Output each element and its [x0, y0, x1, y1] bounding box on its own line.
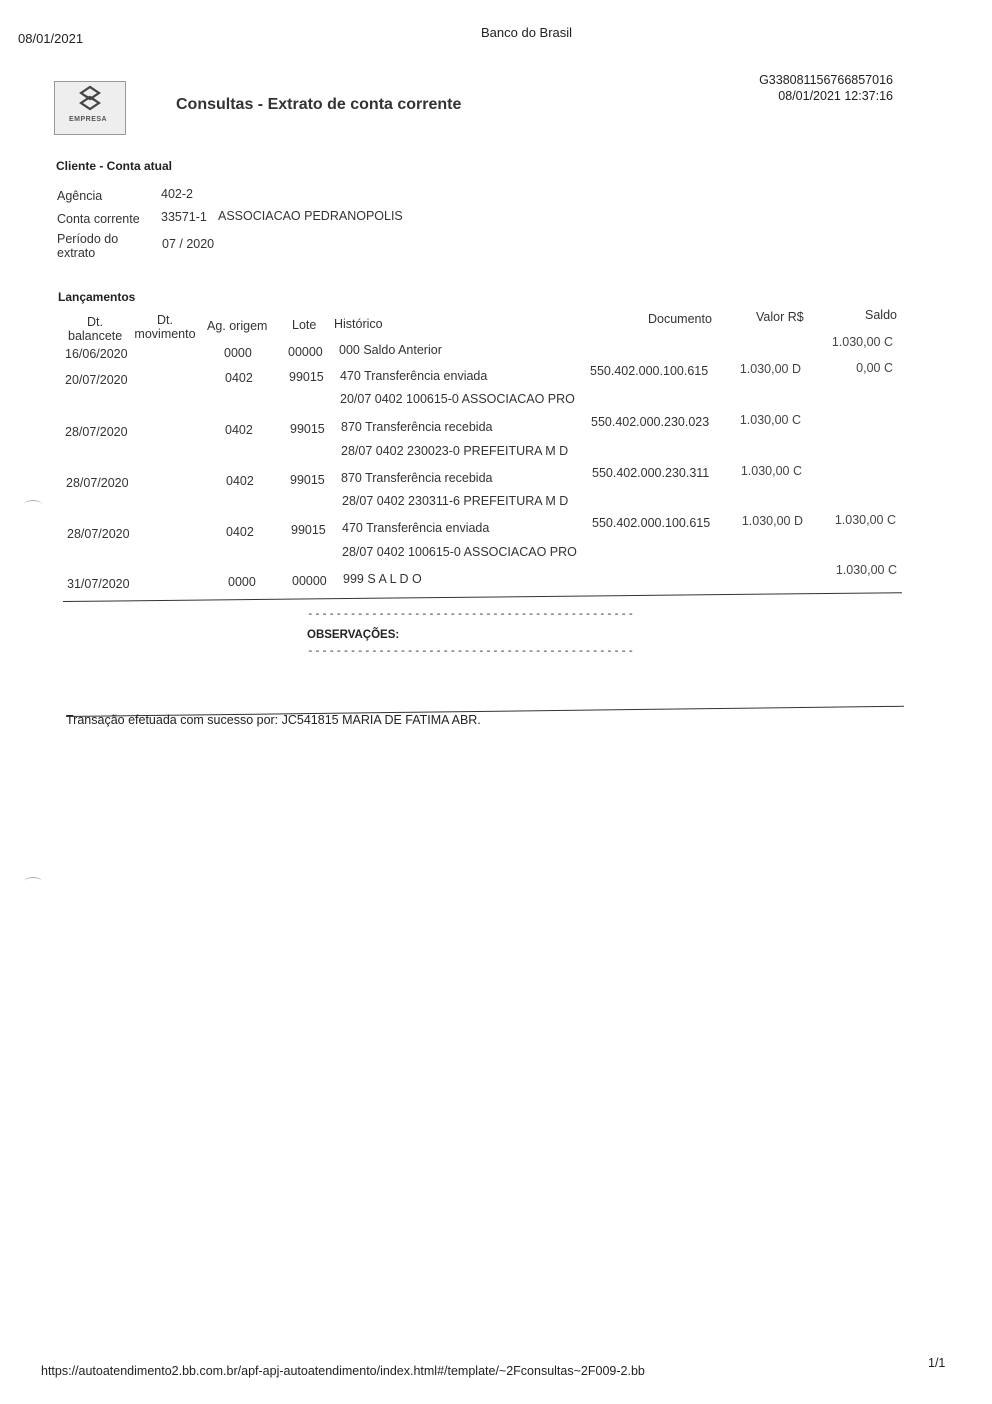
row-5-ag: 0402: [226, 525, 254, 539]
row-5-dt: 28/07/2020: [67, 527, 130, 541]
row-1-dt: 16/06/2020: [65, 347, 128, 361]
row-2-hist: 470 Transferência enviada: [340, 369, 488, 383]
conta-name: ASSOCIACAO PEDRANOPOLIS: [218, 209, 403, 223]
row-4-valor: 1.030,00 C: [740, 464, 802, 478]
col-documento: Documento: [648, 312, 712, 326]
row-3-dt: 28/07/2020: [65, 425, 128, 439]
col-dt-balancete-line2: balancete: [68, 329, 123, 343]
entries-section-title: Lançamentos: [58, 290, 136, 304]
col-dt-movimento: [133, 313, 197, 341]
row-2-lote: 99015: [289, 370, 324, 384]
col-ag-origem: Ag. origem: [207, 319, 268, 333]
periodo-value: 07 / 2020: [162, 237, 215, 251]
transaction-note: Transação efetuada com sucesso por: JC541815 MARIA DE FATIMA ABR.: [66, 713, 481, 727]
scan-mark: [24, 877, 42, 886]
row-1-hist: 000 Saldo Anterior: [339, 343, 442, 357]
page-number: 1/1: [928, 1356, 946, 1370]
row-2-dt: 20/07/2020: [65, 373, 128, 387]
row-5-doc: 550.402.000.100.615: [592, 516, 711, 530]
row-2-doc: 550.402.000.100.615: [590, 364, 709, 378]
agencia-label: Agência: [57, 189, 103, 203]
scan-mark: [24, 500, 42, 509]
row-2-saldo: 0,00 C: [856, 361, 893, 375]
observations-dash-top: ----------------------------------------------: [307, 607, 635, 620]
conta-value: 33571-1: [161, 210, 207, 224]
row-5-hist: 470 Transferência enviada: [342, 521, 490, 535]
row-3-hist: 870 Transferência recebida: [341, 420, 493, 434]
col-lote: Lote: [292, 318, 317, 332]
page-url: https://autoatendimento2.bb.com.br/apf-apj-autoatendimento/index.html#/template/~2Fconsultas~2F009-2.bb: [41, 1364, 645, 1378]
row-5-saldo: 1.030,00 C: [834, 513, 896, 527]
col-saldo: Saldo: [865, 308, 897, 322]
row-5-detail: 28/07 0402 100615-0 ASSOCIACAO PRO: [342, 545, 577, 559]
row-6-lote: 00000: [292, 574, 327, 588]
site-title: Banco do Brasil: [481, 25, 573, 40]
row-6-ag: 0000: [228, 575, 256, 589]
row-4-detail: 28/07 0402 230311-6 PREFEITURA M D: [342, 494, 569, 508]
col-dt-movimento-line2: movimento: [134, 327, 196, 341]
row-3-detail: 28/07 0402 230023-0 PREFEITURA M D: [341, 444, 569, 458]
page-title: Consultas - Extrato de conta corrente: [176, 96, 462, 113]
col-historico: Histórico: [334, 317, 383, 331]
row-6-hist: 999 S A L D O: [343, 572, 422, 586]
document-id-block: [759, 72, 893, 104]
bb-logo-icon: [77, 85, 103, 111]
row-2-valor: 1.030,00 D: [739, 362, 801, 376]
col-dt-movimento-line1: Dt.: [157, 313, 173, 327]
observations-label: OBSERVAÇÕES:: [307, 629, 400, 641]
document-code: G338081156766857016: [759, 73, 893, 87]
row-3-ag: 0402: [225, 423, 253, 437]
row-4-hist: 870 Transferência recebida: [341, 471, 493, 485]
col-dt-balancete: [68, 315, 122, 343]
document-timestamp: 08/01/2021 12:37:16: [778, 89, 893, 103]
row-3-lote: 99015: [290, 422, 325, 436]
print-date: 08/01/2021: [18, 31, 84, 46]
periodo-label-line1: Período do: [57, 232, 119, 246]
row-1-lote: 00000: [288, 345, 323, 359]
bank-logo: [54, 81, 126, 135]
row-4-lote: 99015: [290, 473, 325, 487]
row-5-valor: 1.030,00 D: [741, 514, 803, 528]
row-4-dt: 28/07/2020: [66, 476, 129, 490]
row-1-ag: 0000: [224, 346, 252, 360]
row-3-valor: 1.030,00 C: [739, 413, 801, 427]
row-4-doc: 550.402.000.230.311: [592, 466, 710, 480]
logo-tag: EMPRESA: [69, 116, 108, 123]
col-valor: Valor R$: [756, 310, 804, 324]
row-3-doc: 550.402.000.230.023: [591, 415, 710, 429]
col-dt-balancete-line1: Dt.: [87, 315, 103, 329]
periodo-label-line2: extrato: [57, 246, 96, 260]
agencia-value: 402-2: [161, 187, 193, 201]
table-bottom-rule: [63, 592, 902, 602]
client-section-title: Cliente - Conta atual: [56, 159, 173, 173]
row-6-saldo: 1.030,00 C: [835, 563, 897, 577]
row-6-dt: 31/07/2020: [67, 577, 130, 591]
row-5-lote: 99015: [291, 523, 326, 537]
conta-label: Conta corrente: [57, 212, 140, 226]
row-2-detail: 20/07 0402 100615-0 ASSOCIACAO PRO: [340, 392, 575, 406]
observations-dash-bottom: ----------------------------------------------: [307, 644, 635, 657]
row-1-saldo: 1.030,00 C: [831, 335, 893, 349]
row-2-ag: 0402: [225, 371, 253, 385]
row-4-ag: 0402: [226, 474, 254, 488]
